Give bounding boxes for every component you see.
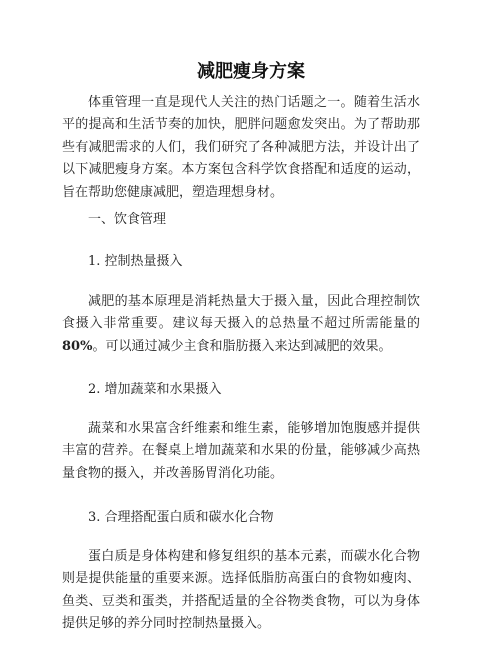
- document-title: 减肥瘦身方案: [197, 61, 305, 82]
- item-heading-calorie-control: 1. 控制热量摄入: [88, 254, 183, 269]
- calorie-percentage: 80%: [62, 338, 93, 354]
- calorie-text-after: 。可以通过减少主食和脂肪摄入来达到减肥的效果。: [92, 338, 392, 354]
- item-heading-protein-carbs: 3. 合理搭配蛋白质和碳水化合物: [88, 510, 274, 525]
- item-body-calorie-control: [62, 291, 420, 358]
- section-heading-diet: 一、饮食管理: [88, 212, 167, 227]
- item-body-vegetables-fruits: 蔬菜和水果富含纤维素和维生素，能够增加饱腹感并提供丰富的营养。在餐桌上增加蔬菜和水果的份量，能够减少高热量食物的摄入，并改善肠胃消化功能。: [62, 421, 420, 481]
- item-body-protein-carbs: 蛋白质是身体构建和修复组织的基本元素，而碳水化合物则是提供能量的重要来源。选择低脂肪高蛋白的食物如瘦肉、鱼类、豆类和蛋类，并搭配适量的全谷物类食物，可以为身体提供足够的养分同时控制热量摄入。: [62, 549, 420, 632]
- calorie-text-before: 减肥的基本原理是消耗热量大于摄入量，因此合理控制饮食摄入非常重要。建议每天摄入的总热量不超过所需能量的: [62, 294, 420, 332]
- intro-paragraph: 体重管理一直是现代人关注的热门话题之一。随着生活水平的提高和生活节奏的加快，肥胖问题愈发突出。为了帮助那些有减肥需求的人们，我们研究了各种减肥方法，并设计出了以下减肥瘦身方案。本方案包含科学饮食搭配和适度的运动，旨在帮助您健康减肥，塑造理想身材。: [62, 95, 420, 200]
- item-heading-vegetables-fruits: 2. 增加蔬菜和水果摄入: [88, 382, 222, 397]
